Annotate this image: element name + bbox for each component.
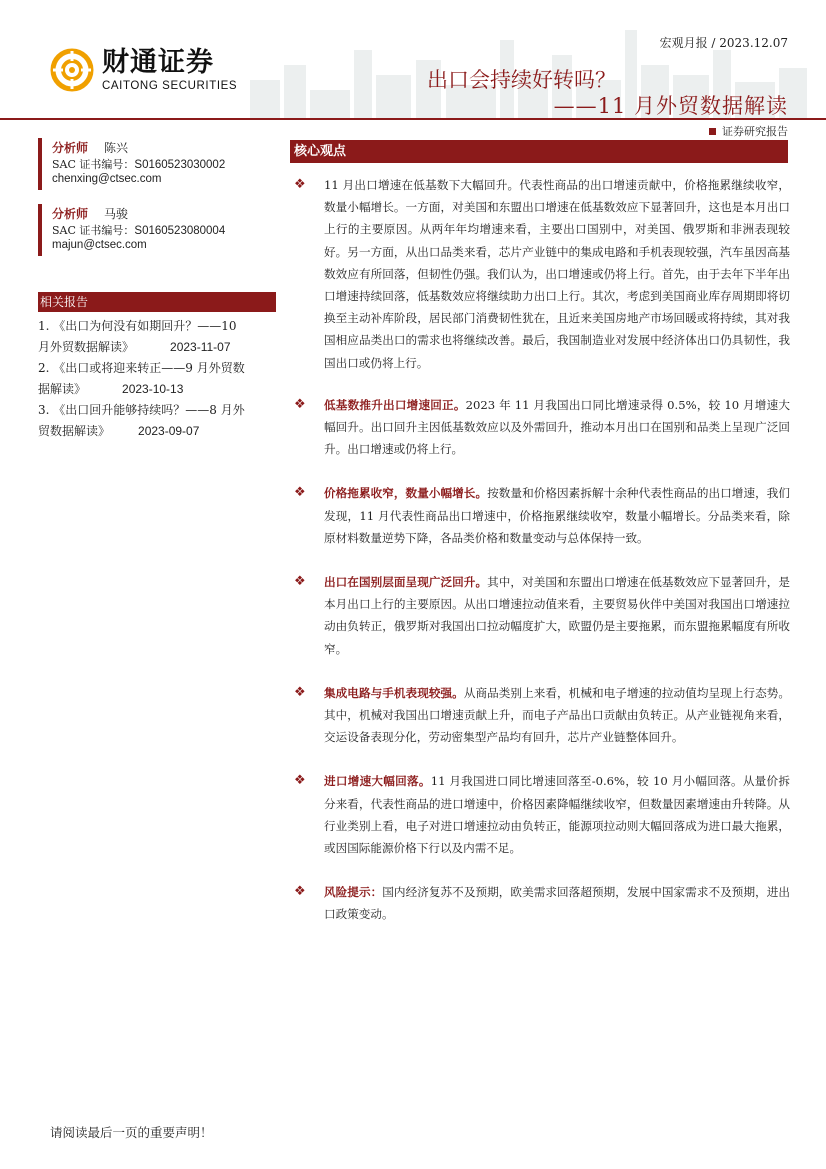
report-type-label: 证券研究报告	[722, 125, 788, 138]
related-reports-heading: 相关报告	[38, 292, 276, 312]
core-view-text: 11 月我国进口同比增速回落至-0.6%，较 10 月小幅回落。从量价拆分来看，代表性商品的进口增速中，价格因素降幅继续收窄，但数量因素增速由升转降。从行业类别上看，电子对进口增速拉动由负转正，能源项拉动则大幅回落成为进口最大拖累，或因国际能源价格下行以及内需不足。	[324, 774, 790, 856]
related-report-item[interactable]	[38, 358, 276, 400]
related-report-item[interactable]	[38, 400, 276, 442]
page-header	[0, 0, 826, 138]
analyst-email[interactable]: chenxing@ctsec.com	[52, 173, 162, 185]
core-view-text: 2023 年 11 月我国出口同比增速录得 0.5%，较 10 月增速大幅回升。出口回升主因低基数效应以及外需回升，推动本月出口在国别和品类上呈现广泛回升。出口增速或仍将上行。	[324, 397, 790, 457]
core-view-item	[290, 394, 790, 461]
related-report-date: 2023-10-13	[122, 382, 184, 396]
core-view-item	[290, 881, 790, 925]
report-subtitle: ——11 月外贸数据解读	[553, 94, 788, 118]
disclaimer-footer: 请阅读最后一页的重要声明！	[50, 1125, 213, 1140]
company-logo	[50, 44, 250, 96]
related-report-title-line2: 据解读》	[38, 382, 87, 396]
related-reports	[38, 292, 276, 442]
header-divider	[0, 118, 826, 120]
related-report-title-line2: 贸数据解读》	[38, 424, 111, 438]
analyst-name: 马骏	[104, 206, 129, 221]
core-view-text: 11 月出口增速在低基数下大幅回升。代表性商品的出口增速贡献中，价格拖累继续收窄，数量小幅增长。一方面，对美国和东盟出口增速在低基数效应下显著回升，这也是本月出口上行的主要原因。从两年年均增速来看，主要出口国别中，对美国、俄罗斯和非洲表现较好。另一方面，从出口品类来看，芯片产业链中的集成电路和手机表现较强，汽车虽因高基数效应有所回落，但韧性仍强。我们认为，出口增速或仍将上行。首先，由于去年下半年出口增速持续回落，低基数效应将继续助力出口上行。其次，考虑到美国商业库存周期即将切换至主动补库阶段，居民部门消费韧性犹在，且近来美国房地产市场回暖或将持续，其对我国相应品类出口的需求也将继续改善。最后，我国制造业对发展中经济体出口仍具韧性，我国出口或仍将上行。	[324, 178, 790, 370]
analyst-card	[38, 138, 276, 190]
analyst-sac: SAC 证书编号：S0160523080004	[52, 224, 226, 237]
analyst-role: 分析师	[52, 140, 89, 155]
related-report-title-line1: 1. 《出口为何没有如期回升？——10	[38, 319, 237, 333]
core-view-lead: 出口在国别层面呈现广泛回升。	[324, 575, 488, 590]
analyst-role: 分析师	[52, 206, 89, 221]
core-view-lead: 风险提示：	[324, 885, 383, 900]
core-view-text: 国内经济复苏不及预期，欧美需求回落超预期，发展中国家需求不及预期，进出口政策变动。	[324, 885, 790, 922]
core-view-lead: 低基数推升出口增速回正。	[324, 397, 466, 412]
related-report-title-line2: 月外贸数据解读》	[38, 340, 135, 354]
report-title: 出口会持续好转吗？	[427, 68, 616, 92]
analyst-accent-bar	[38, 204, 42, 256]
core-view-item	[290, 682, 790, 749]
core-view-item	[290, 571, 790, 660]
diamond-bullet-icon: ❖	[294, 485, 306, 501]
core-view-lead: 价格拖累收窄，数量小幅增长。	[324, 486, 488, 501]
core-view-item	[290, 482, 790, 549]
core-view-item	[290, 770, 790, 859]
diamond-bullet-icon: ❖	[294, 574, 306, 590]
related-report-date: 2023-09-07	[138, 424, 200, 438]
related-report-title-line1: 2. 《出口或将迎来转正——9 月外贸数	[38, 361, 245, 375]
core-view-text: 其中，对美国和东盟出口增速在低基数效应下显著回升，是本月出口上行的主要原因。从出口增速拉动值来看，主要贸易伙伴中美国对我国出口增速拉动由负转正，俄罗斯对我国出口拉动幅度扩大，欧盟仍是主要拖累，而东盟拖累幅度有所收窄。	[324, 575, 790, 656]
diamond-bullet-icon: ❖	[294, 684, 306, 700]
diamond-bullet-icon: ❖	[294, 177, 306, 192]
square-bullet-icon	[709, 128, 716, 135]
related-reports-list	[38, 316, 276, 442]
core-view-item	[290, 174, 790, 374]
diamond-bullet-icon: ❖	[294, 773, 306, 789]
core-view-lead: 进口增速大幅回落。	[324, 774, 431, 789]
diamond-bullet-icon: ❖	[294, 884, 306, 900]
caitong-logo-icon	[50, 48, 94, 92]
core-views-heading: 核心观点	[290, 140, 788, 163]
logo-english-name: CAITONG SECURITIES	[102, 80, 238, 92]
analyst-email[interactable]: majun@ctsec.com	[52, 239, 147, 251]
logo-chinese-name: 财通证券	[102, 47, 214, 78]
analyst-sac: SAC 证书编号：S0160523030002	[52, 158, 226, 171]
report-type	[709, 123, 788, 139]
analyst-card	[38, 204, 276, 256]
core-view-lead: 集成电路与手机表现较强。	[324, 685, 464, 700]
analyst-name: 陈兴	[104, 140, 129, 155]
related-report-title-line1: 3. 《出口回升能够持续吗？——8 月外	[38, 403, 245, 417]
analyst-accent-bar	[38, 138, 42, 190]
related-report-item[interactable]	[38, 316, 276, 358]
core-view-text: 从商品类别上来看，机械和电子增速的拉动值均呈现上行态势。其中，机械对我国出口增速贡献上升，而电子产品出口贡献由负转正。从产业链视角来看，交运设备表现分化，劳动密集型产品均有回升，芯片产业链整体回升。	[324, 685, 790, 745]
report-tag: 宏观月报 / 2023.12.07	[659, 36, 788, 50]
analyst-panel	[38, 138, 276, 270]
diamond-bullet-icon: ❖	[294, 396, 306, 412]
core-view-text: 按数量和价格因素拆解十余种代表性商品的出口增速，我们发现，11 月代表性商品出口增速中，价格拖累继续收窄，数量小幅增长。分品类来看，除原材料数量逆势下降，各品类价格和数量变动与总体保持一致。	[324, 486, 790, 545]
related-report-date: 2023-11-07	[170, 340, 231, 354]
core-views-list	[290, 174, 790, 926]
